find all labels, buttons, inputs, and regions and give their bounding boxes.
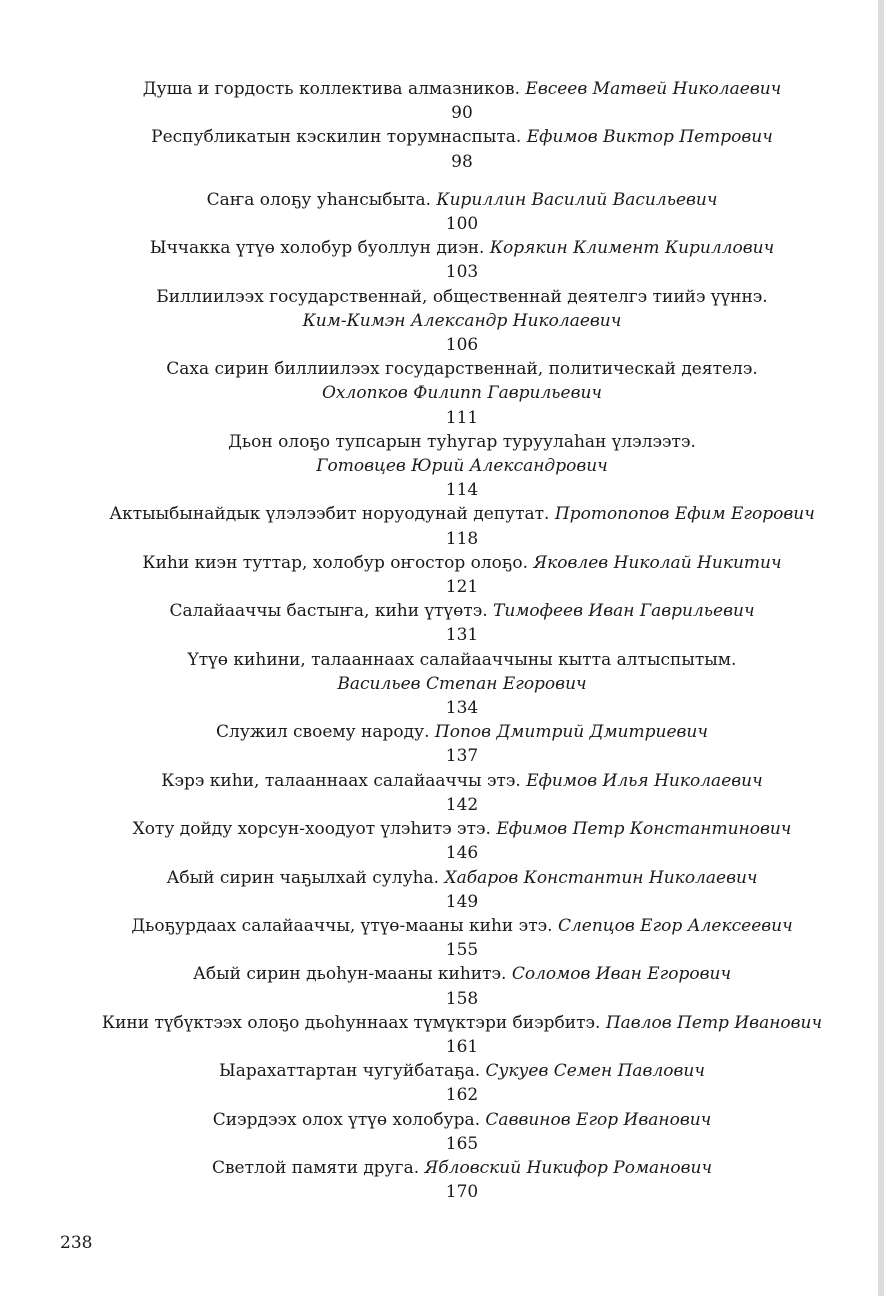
entry-page-number: 121 bbox=[445, 577, 479, 598]
toc-entry-line bbox=[40, 1059, 884, 1083]
entry-author: Васильев Степан Егорович bbox=[337, 673, 587, 694]
entry-page-number: 114 bbox=[445, 480, 479, 501]
entry-page-number: 149 bbox=[445, 891, 479, 912]
entry-page-number: 161 bbox=[445, 1036, 479, 1057]
entry-page-number: 106 bbox=[445, 335, 479, 356]
entry-title: Душа и гордость коллектива алмазников. bbox=[142, 79, 521, 99]
footer-page-number: 238 bbox=[60, 1233, 93, 1253]
entry-title: Кини түбүктээх олоҕо дьоһуннаах түмүктэри биэрбитэ. bbox=[101, 1012, 601, 1033]
toc-entry[interactable] bbox=[40, 285, 884, 358]
entry-page-number: 142 bbox=[445, 794, 479, 815]
toc-entry[interactable] bbox=[40, 1108, 884, 1156]
entry-author: Ябловский Никифор Романович bbox=[424, 1157, 713, 1178]
toc-entry[interactable] bbox=[40, 1156, 884, 1204]
entry-title: Сиэрдээх олох үтүө холобура. bbox=[212, 1109, 481, 1130]
entry-page-number: 90 bbox=[451, 103, 473, 124]
entry-author: Ефимов Виктор Петрович bbox=[526, 127, 773, 148]
entry-author: Охлопков Филипп Гаврильевич bbox=[321, 383, 603, 404]
toc-entry-line bbox=[40, 1156, 884, 1180]
toc-entry[interactable] bbox=[40, 962, 884, 1010]
entry-title: Дьон олоҕо тупсарын туһугар туруулаһан үлэлээтэ. bbox=[228, 431, 696, 452]
entry-author: Ефимов Илья Николаевич bbox=[526, 770, 763, 791]
toc-entry[interactable] bbox=[40, 1059, 884, 1107]
toc-entry-line bbox=[40, 1011, 884, 1035]
entry-author: Ким-Кимэн Александр Николаевич bbox=[302, 310, 622, 331]
entry-page-number: 137 bbox=[445, 746, 479, 767]
entry-title: Абый сирин чаҕылхай сулуһа. bbox=[166, 867, 440, 888]
toc-entry[interactable] bbox=[40, 866, 884, 914]
entry-page-number: 162 bbox=[445, 1085, 479, 1106]
entry-title: Актыыбынайдык үлэлээбит норуодунай депутат. bbox=[109, 504, 550, 525]
entry-author: Тимофеев Иван Гаврильевич bbox=[493, 601, 755, 622]
entry-author: Павлов Петр Иванович bbox=[605, 1012, 823, 1033]
entry-title: Ыччакка үтүө холобур буоллун диэн. bbox=[149, 238, 485, 259]
toc-entry-line bbox=[40, 236, 884, 260]
entry-title: Светлой памяти друга. bbox=[211, 1157, 420, 1178]
toc-entry[interactable] bbox=[40, 357, 884, 430]
toc-entry[interactable] bbox=[40, 817, 884, 865]
toc-entry[interactable] bbox=[40, 77, 884, 125]
toc-entry-line bbox=[40, 962, 884, 986]
entry-title: Биллиилээх государственнай, общественнай деятелгэ тиийэ үүннэ. bbox=[156, 286, 768, 307]
toc-entry-line bbox=[40, 720, 884, 744]
entry-title: Дьоҕурдаах салайааччы, үтүө-мааны киһи этэ. bbox=[131, 915, 553, 936]
entry-author: Соломов Иван Егорович bbox=[511, 964, 732, 985]
entry-author: Готовцев Юрий Александрович bbox=[316, 456, 608, 477]
entry-title: Саха сирин биллиилээх государственнай, политическай деятелэ. bbox=[166, 359, 758, 380]
toc-entry[interactable] bbox=[40, 720, 884, 768]
entry-page-number: 134 bbox=[445, 698, 479, 719]
entry-page-number: 170 bbox=[445, 1182, 479, 1203]
toc-entry-line bbox=[40, 769, 884, 793]
toc-entry[interactable] bbox=[40, 502, 884, 550]
toc-entry[interactable] bbox=[40, 551, 884, 599]
entry-author: Сукуев Семен Павлович bbox=[485, 1061, 705, 1082]
toc-entry-line bbox=[40, 125, 884, 149]
entry-page-number: 118 bbox=[445, 528, 479, 549]
entry-page-number: 155 bbox=[445, 940, 479, 961]
entry-page-number: 100 bbox=[445, 214, 479, 235]
toc-entry-line bbox=[40, 817, 884, 841]
entry-author: Хабаров Константин Николаевич bbox=[444, 867, 758, 888]
spacer bbox=[40, 174, 884, 188]
toc-entry-line bbox=[40, 914, 884, 938]
toc-entry-line bbox=[40, 77, 884, 101]
entry-page-number: 165 bbox=[445, 1133, 479, 1154]
entry-author: Кириллин Василий Васильевич bbox=[436, 189, 718, 210]
entry-author: Евсеев Матвей Николаевич bbox=[525, 79, 782, 99]
toc-entry-line bbox=[40, 1108, 884, 1132]
entry-author: Протопопов Ефим Егорович bbox=[554, 504, 815, 525]
toc-entry-line bbox=[40, 502, 884, 526]
toc-entry[interactable] bbox=[40, 1011, 884, 1059]
entry-page-number: 103 bbox=[445, 262, 479, 283]
toc-entry[interactable] bbox=[40, 430, 884, 503]
entry-page-number: 98 bbox=[451, 151, 473, 172]
toc-entry-line bbox=[40, 551, 884, 575]
entry-page-number: 111 bbox=[445, 407, 479, 428]
entry-author: Ефимов Петр Константинович bbox=[496, 819, 792, 840]
toc-entry[interactable] bbox=[40, 648, 884, 721]
entry-page-number: 146 bbox=[445, 843, 479, 864]
entry-author: Яковлев Николай Никитич bbox=[533, 552, 782, 573]
toc-entry[interactable] bbox=[40, 599, 884, 647]
toc-entry[interactable] bbox=[40, 914, 884, 962]
entry-page-number: 158 bbox=[445, 988, 479, 1009]
entry-author: Саввинов Егор Иванович bbox=[485, 1109, 712, 1130]
entry-author: Корякин Климент Кириллович bbox=[489, 238, 775, 259]
toc-entry[interactable] bbox=[40, 188, 884, 236]
entry-title: Кэрэ киһи, талааннаах салайааччы этэ. bbox=[161, 770, 521, 791]
toc-entry-line bbox=[40, 188, 884, 212]
entry-title: Салайааччы бастыҥа, киһи үтүөтэ. bbox=[169, 601, 488, 622]
entry-title: Ыарахаттартан чугуйбатаҕа. bbox=[219, 1061, 481, 1082]
entry-title: Киһи киэн туттар, холобур оҥостор олоҕо. bbox=[142, 552, 528, 573]
toc-entry-line bbox=[40, 599, 884, 623]
entry-title: Үтүө киһини, талааннаах салайааччыны кытта алтыспытым. bbox=[187, 649, 737, 670]
entry-title: Служил своему народу. bbox=[216, 722, 430, 743]
toc-entry[interactable] bbox=[40, 769, 884, 817]
toc-entry-line bbox=[40, 866, 884, 890]
entry-author: Попов Дмитрий Дмитриевич bbox=[434, 722, 708, 743]
entry-title: Республикатын кэскилин торумнаспыта. bbox=[151, 127, 522, 148]
table-of-contents bbox=[40, 77, 884, 1204]
entry-title: Хоту дойду хорсун-хоодуот үлэһитэ этэ. bbox=[132, 819, 491, 840]
entry-page-number: 131 bbox=[445, 625, 479, 646]
toc-entry[interactable] bbox=[40, 236, 884, 284]
entry-title: Абый сирин дьоһун-мааны киһитэ. bbox=[192, 964, 507, 985]
entry-author: Слепцов Егор Алексеевич bbox=[557, 915, 793, 936]
toc-entry[interactable] bbox=[40, 125, 884, 173]
entry-title: Саҥа олоҕу уһансыбыта. bbox=[206, 189, 432, 210]
